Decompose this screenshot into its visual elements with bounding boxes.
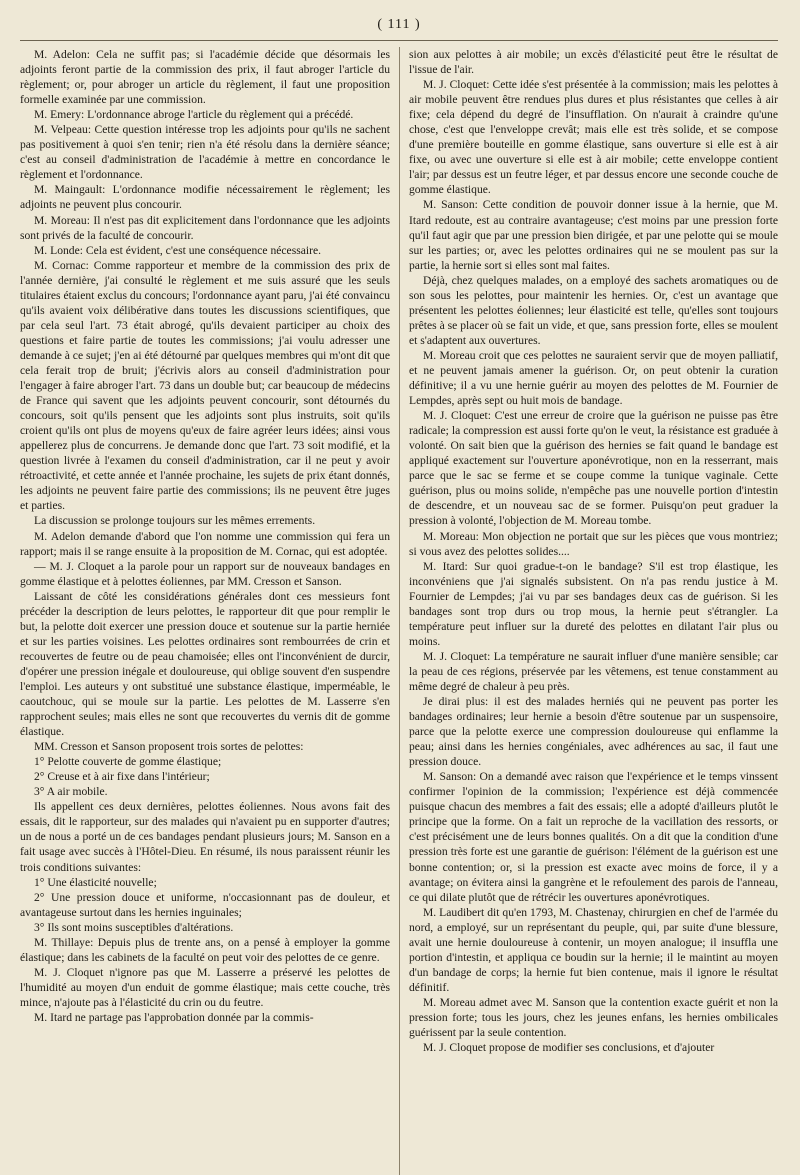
paragraph: M. Emery: L'ordonnance abroge l'article du règlement qui a précédé.: [34, 108, 354, 122]
paragraph: — M. J. Cloquet a la parole pour un rapport sur de nouveaux bandages en gomme élastique et à pelottes éoliennes, par MM. Cresson et Sanson.: [20, 559, 390, 588]
paragraph: 3° A air mobile.: [34, 785, 108, 799]
paragraph: Ils appellent ces deux dernières, pelottes éoliennes. Nous avons fait des essais, dit le rapporteur, sur des malades qui n'avaient pu en supporter d'autres; un de nous a porté un de ces bandages pendant plusieurs jours; M. Sanson en a fait usage avec succès à l'Hôtel-Dieu. En résumé, ils nous paraissent réunir les trois conditions suivantes:: [20, 800, 390, 874]
paragraph: 2° Une pression douce et uniforme, n'occasionnant pas de douleur, et avantageuse surtout dans les hernies inguinales;: [20, 890, 390, 919]
paragraph: M. Moreau croit que ces pelottes ne sauraient servir que de moyen palliatif, et ne peuvent jamais amener la guérison. Or, on peut obtenir la curation définitive; il a vu une hernie guérir au moyen des pelottes de M. Fournier de Lempdes, après sept ou huit mois de bandage.: [409, 348, 778, 408]
paragraph: Laissant de côté les considérations générales dont ces messieurs font précéder la description de leurs pelottes, le rapporteur dit que pour remplir le but, la pelotte doit exercer une pression douce et soutenue sur la partie herniée et sur les parties voisines. Les pelottes ordinaires sont rembourrées de crin et recouvertes de feutre ou de peau chamoisée; elles ont l'inconvénient de durcir, d'opérer une pression inégale et douloureuse, qui oblige souvent d'en suspendre l'emploi. Les auteurs y ont substitué une substance élastique, imperméable, le caoutchouc, qui se moule sur la partie. Les pelottes de M. Lasserre s'en rapprochent seules; mais elles ne sont que recouvertes du vernis dit de gomme élastique.: [20, 589, 390, 739]
left-column: [20, 47, 399, 1175]
paragraph: M. Cornac: Comme rapporteur et membre de la commission des prix de l'année dernière, j'ai consulté le règlement et me suis assuré que les seuls titulaires étaient exclus du concours; l'ordonnance ayant paru, j'ai été convaincu qu'ils avaient voix délibérative dans toutes les discussions scientifiques, que par cela seul l'art. 73 était abrogé, qu'ils devaient participer au choix des questions et faire partie de toutes les commissions; j'ai voulu adresser une demande à ce sujet; j'en ai été détourné par quelques membres qui m'ont dit que cela ferait trop de bruit; j'écrivis alors au conseil d'administration pour l'engager à faire abroger l'art. 73 dans un double but; car beaucoup de médecins de France qui savent que les adjoints peuvent concourir, sont détournés du concours, soit qu'ils pensent que les adjoints sont plus instruits, soit qu'ils croient qu'ils ont plus de moyens qu'eux de faire agréer leurs idées; ainsi vous appellerez plus de concurrens. Je demande donc que l'art. 73 soit modifié, et la question livrée à l'examen du conseil d'administration, car il ne peut y avoir rétroactivité, et cette année et l'année prochaine, les sujets de prix étant donnés, les adjoints ne peuvent faire partie des commissions; ils ne peuvent être juges et parties.: [20, 258, 390, 513]
paragraph: M. J. Cloquet propose de modifier ses conclusions, et d'ajouter: [423, 1041, 715, 1055]
paragraph: 3° Ils sont moins susceptibles d'altérations.: [34, 920, 234, 934]
paragraph: M. Londe: Cela est évident, c'est une conséquence nécessaire.: [34, 243, 321, 257]
paragraph: M. Thillaye: Depuis plus de trente ans, on a pensé à employer la gomme élastique; dans les cabinets de la faculté on peut voir des pelottes de ce genre.: [20, 935, 390, 964]
paragraph: M. J. Cloquet n'ignore pas que M. Lasserre a préservé les pelottes de l'humidité au moyen d'un enduit de gomme élastique; mais cette couche, très mince, n'ajoute pas à l'élasticité du crin ou du feutre.: [20, 965, 390, 1009]
paragraph: Je dirai plus: il est des malades herniés qui ne peuvent pas porter les bandages ordinaires; leur hernie a besoin d'être soutenue par un suspensoire, parce que la pelotte exerce une compression douloureuse qui enflamme la peau; ainsi dans les hernies congéniales, avec adhérences au sac, il faut une pression douce.: [409, 695, 778, 769]
paragraph: M. Maingault: L'ordonnance modifie nécessairement le règlement; les adjoints ne peuvent plus concourir.: [20, 183, 390, 212]
paragraph: 2° Creuse et à air fixe dans l'intérieur;: [34, 770, 210, 784]
paragraph: M. Itard: Sur quoi gradue-t-on le bandage? S'il est trop élastique, les inconvéniens que j'ai signalés subsistent. On n'a pas rendu justice à M. Fournier de Lempdes; j'ai vu par ses bandages deux cas de guérison. Si les bandages sont trop durs ou trop mous, la hernie peut s'étrangler. La température peut influer sur la dureté des pelottes en dilatant l'air plus ou moins.: [409, 559, 778, 648]
paragraph: MM. Cresson et Sanson proposent trois sortes de pelottes:: [34, 740, 304, 754]
paragraph: M. Sanson: Cette condition de pouvoir donner issue à la hernie, que M. Itard redoute, est au contraire avantageuse; c'est moins par une pression forte qu'il faut agir que par une pression bien dirigée, et par une pelotte qui se moule sur les parties; or, avec les pelottes ordinaires qui ne se moulent pas sur la partie, la hernie sort si elles sont mal faites.: [409, 198, 778, 272]
paragraph: 1° Une élasticité nouvelle;: [34, 875, 157, 889]
paragraph: M. J. Cloquet: La température ne saurait influer d'une manière sensible; car la peau de ces régions, préservée par les vêtemens, est tenue constamment au même degré de chaleur à peu près.: [409, 649, 778, 693]
paragraph: 1° Pelotte couverte de gomme élastique;: [34, 755, 222, 769]
paragraph: sion aux pelottes à air mobile; un excès d'élasticité peut être le résultat de l'issue de l'air.: [409, 48, 778, 77]
paragraph: M. Sanson: On a demandé avec raison que l'expérience et le temps vinssent confirmer l'opinion de la commission; l'expérience est déjà commencée puisque chacun des membres a fait des essais; elle a adopté d'ailleurs plutôt le principe que la forme. On a fait un reproche de la vacillation des ressorts, or c'est précisément une de leurs bonnes qualités. On a dit que la condition d'une pression très forte est une garantie de guérison: l'élément de la guérison est une bonne contention; or, si la pression est exacte avec moins de force, il y a avantage; on évitera ainsi la gangrène et le refoulement des parois de l'anneau, ce qui dilate plutôt que de rétrécir les ouvertures aponévrotiques.: [409, 770, 778, 904]
paragraph: M. Moreau admet avec M. Sanson que la contention exacte guérit et non la pression forte; tous les jours, chez les jeunes enfans, les hernies ombilicales guérissent par la seule contention.: [409, 995, 778, 1040]
paragraph: M. Laudibert dit qu'en 1793, M. Chastenay, chirurgien en chef de l'armée du nord, a employé, sur un représentant du peuple, qui, par suite d'une blessure, avait une hernie douloureuse à contenir, un moyen analogue; il insuffla une portion d'intestin, et appliqua ce boudin sur la hernie; il le maintint au moyen d'un bandage de corps; la hernie fut bien contenue, mais il ignore le résultat définitif.: [409, 905, 778, 994]
page-number: ( 111 ): [377, 17, 421, 32]
paragraph: M. Velpeau: Cette question intéresse trop les adjoints pour qu'ils ne sachent pas positivement à quoi s'en tenir; rien n'a été résolu dans la dernière séance; c'est au conseil d'administration de l'académie à mettre en concordance le règlement et l'ordonnance.: [20, 123, 390, 182]
right-column: [399, 47, 778, 1175]
paragraph: M. J. Cloquet: C'est une erreur de croire que la guérison ne puisse pas être radicale; la compression est aussi forte qu'on le veut, la résistance est graduée à volonté. On sait bien que la guérison des hernies se fait quand le bandage est appliqué exactement sur l'ouverture aponévrotique, non en la resserrant, mais parce que le sac se ferme et se coupe comme la tunique vaginale. Cette guérison, plus ou moins solide, n'empêche pas une nouvelle portion d'intestin de descendre, et un nouveau sac de se former. Puisqu'on peut graduer la pression à volonté, l'objection de M. Moreau tombe.: [409, 409, 778, 528]
text-columns: [20, 47, 778, 1175]
paragraph: M. Adelon: Cela ne suffit pas; si l'académie décide que désormais les adjoints feront partie de la commission des prix, il faut abroger l'article du règlement; or, pour abroger un article du règlement, il faut une proposition formelle examinée par une commission.: [20, 48, 390, 107]
paragraph: M. J. Cloquet: Cette idée s'est présentée à la commission; mais les pelottes à air mobile peuvent être rendues plus dures et plus résistantes que celles à air fixe; cela dépend du degré de l'insufflation. On n'aurait à craindre qu'une chose, c'est que l'enveloppe crevât; mais elle est très solide, et se compose d'une première bouteille en gomme élastique, sans ouverture si elle est à air fixe, ou avec une ouverture si elle est à air mobile; cette enveloppe contient l'air; par dessus est un feutre léger, et par dessus encore une seconde couche de gomme élastique.: [409, 78, 778, 197]
paragraph: M. Moreau: Mon objection ne portait que sur les pièces que vous montriez; si vous avez des pelottes solides....: [409, 529, 778, 558]
paragraph: La discussion se prolonge toujours sur les mêmes errements.: [34, 514, 316, 528]
paragraph: M. Adelon demande d'abord que l'on nomme une commission qui fera un rapport; mais il se range ensuite à la proposition de M. Cornac, qui est adoptée.: [20, 529, 390, 558]
paragraph: Déjà, chez quelques malades, on a employé des sachets aromatiques ou de son sous les pelottes, pour maintenir les hernies. Or, c'est un avantage que présentent les pelottes éoliennes; leur élasticité est telle, qu'elles sont toujours prêtes à se placer où se fait un vide, et que, sans pression forte, elles se moulent et s'adaptent aux ouvertures.: [409, 273, 778, 347]
paragraph: M. Moreau: Il n'est pas dit explicitement dans l'ordonnance que les adjoints sont privés de la faculté de concourir.: [20, 213, 390, 242]
paragraph: M. Itard ne partage pas l'approbation donnée par la commis-: [34, 1011, 314, 1024]
header-rule: [20, 40, 778, 41]
